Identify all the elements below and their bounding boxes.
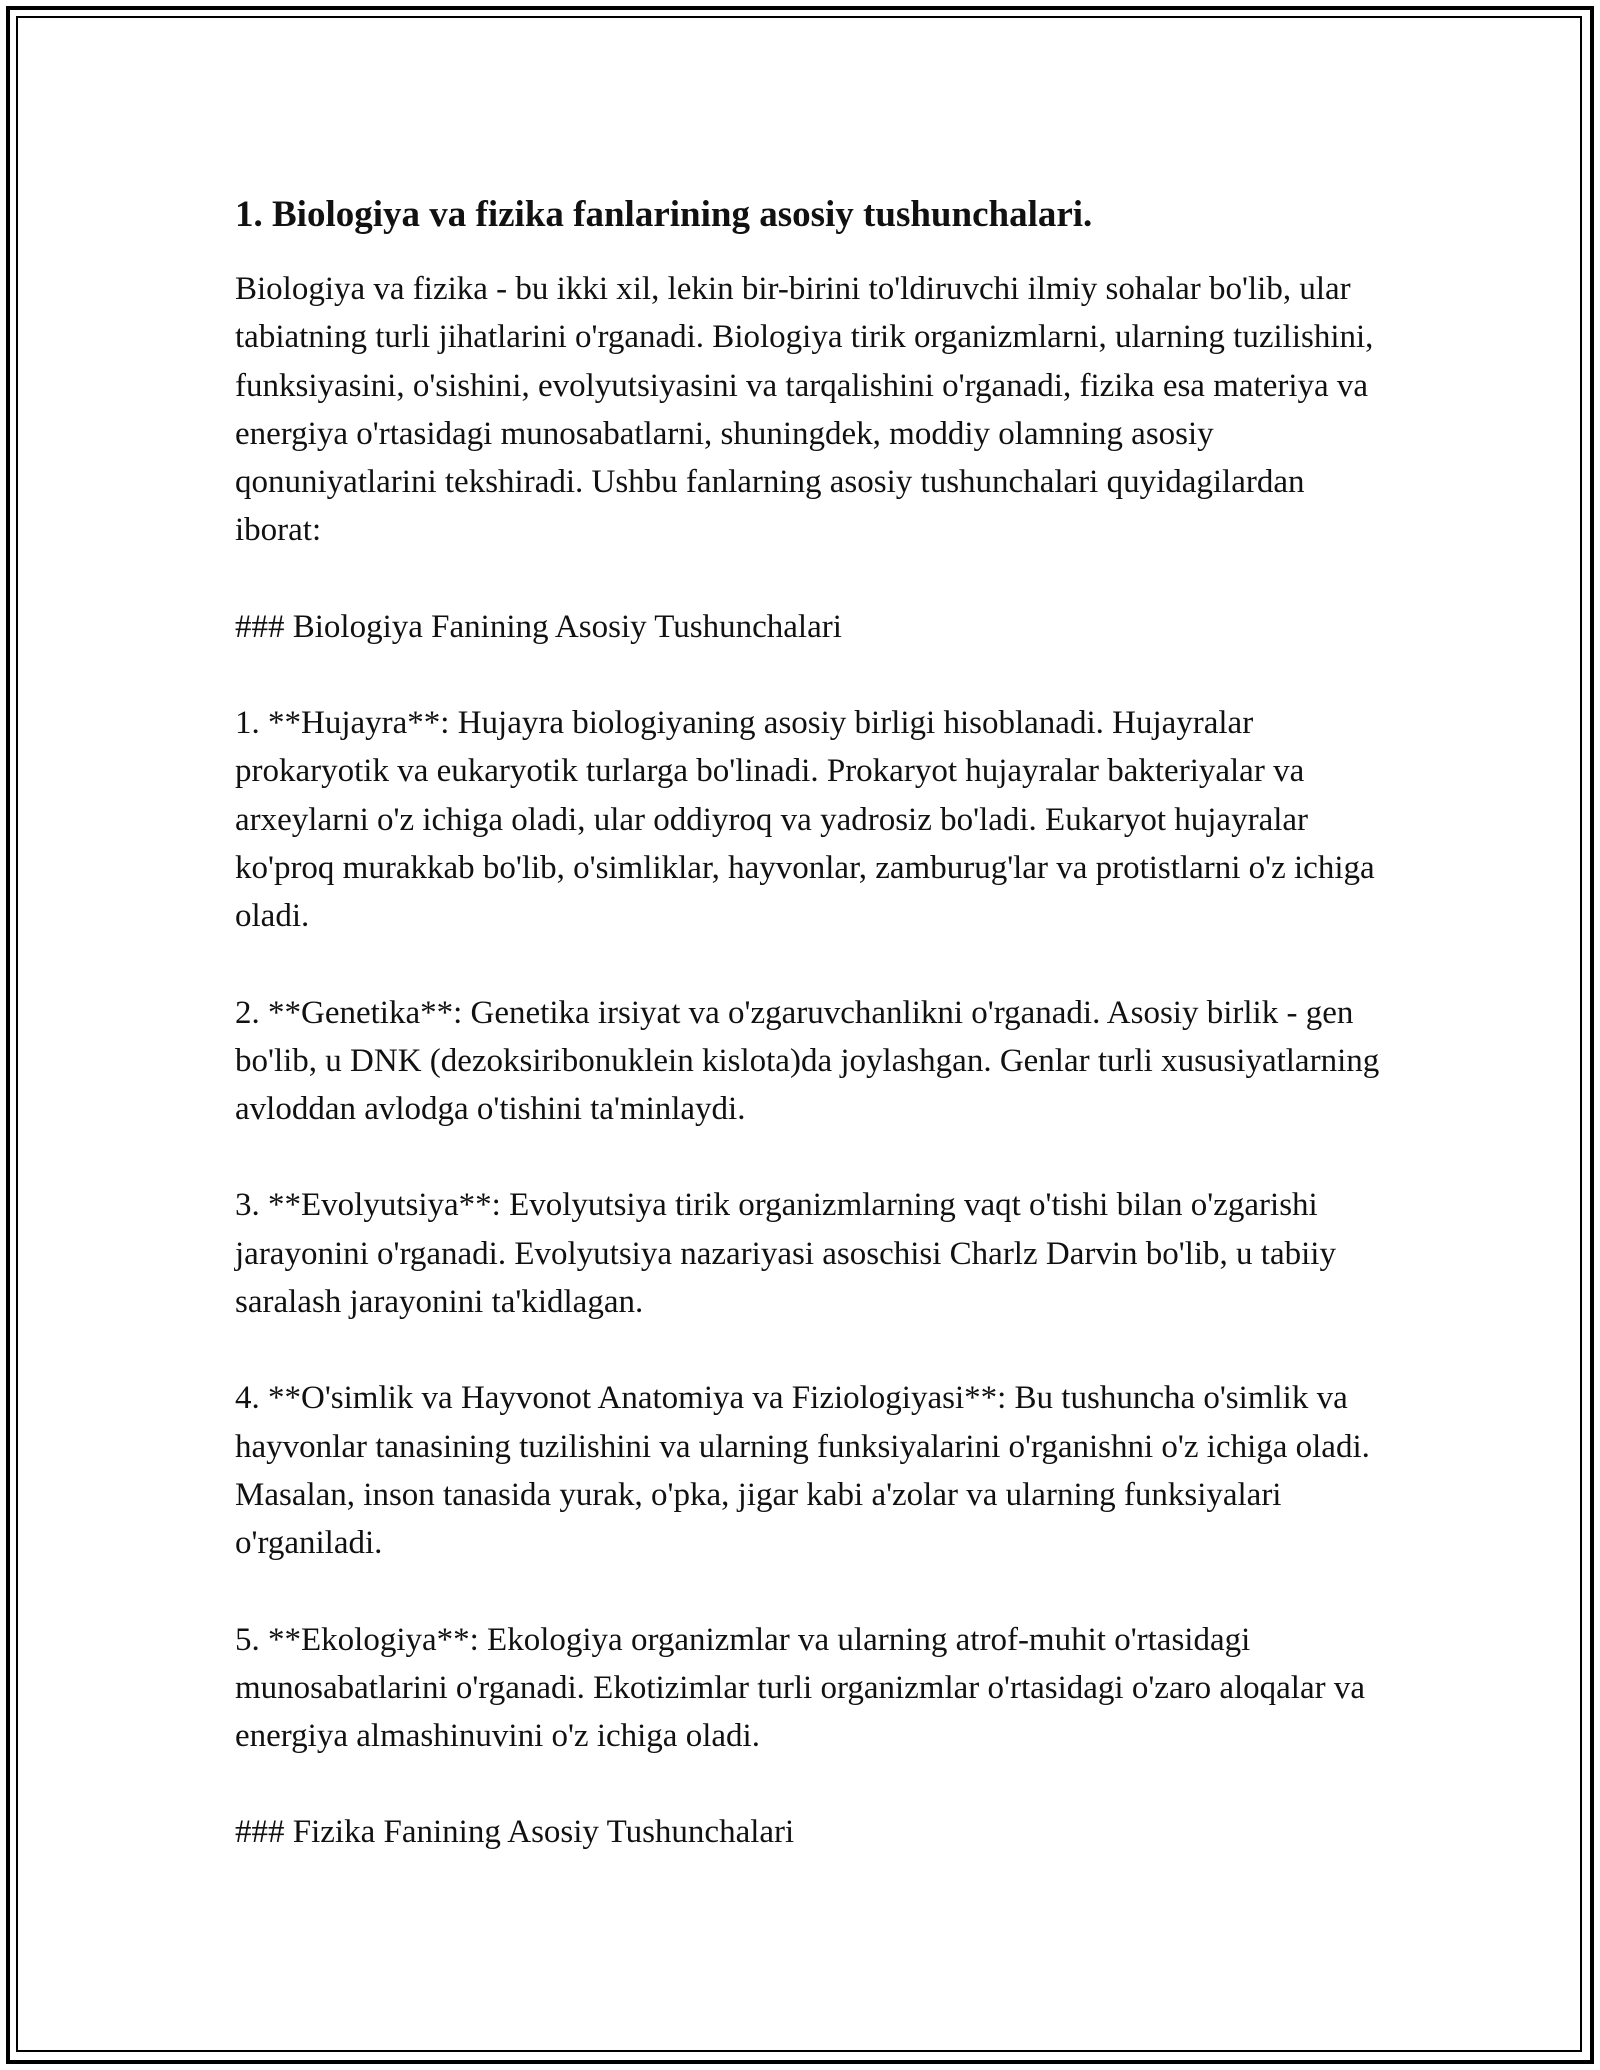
list-item-ecology: 5. **Ekologiya**: Ekologiya organizmlar va ularning atrof-muhit o'rtasidagi munosabatlarini o'rganadi. Ekotizimlar turli organizmlar o'rtasidagi o'zaro aloqalar va energiya almashinuvini o'z ichiga oladi.	[235, 1621, 1365, 1755]
list-item-genetics: 2. **Genetika**: Genetika irsiyat va o'zgaruvchanlikni o'rganadi. Asosiy birlik - gen bo'lib, u DNK (dezoksiribonuklein kislota)da joylashgan. Genlar turli xususiyatlarning avloddan avlodga o'tishini ta'minlaydi.	[235, 994, 1380, 1128]
list-item-evolution: 3. **Evolyutsiya**: Evolyutsiya tirik organizmlarning vaqt o'tishi bilan o'zgarishi jarayonini o'rganadi. Evolyutsiya nazariyasi asoschisi Charlz Darvin bo'lib, u tabiiy saralash jarayonini ta'kidlagan.	[235, 1187, 1336, 1321]
document-title: 1. Biologiya va fizika fanlarining asosiy tushunchalari.	[235, 194, 1093, 235]
section-heading-physics: ### Fizika Fanining Asosiy Tushunchalari	[235, 1814, 795, 1851]
list-item-anatomy: 4. **O'simlik va Hayvonot Anatomiya va Fiziologiyasi**: Bu tushuncha o'simlik va hayvonlar tanasining tuzilishini va ularning funksiyalarini o'rganishni o'z ichiga oladi. Masalan, inson tanasida yurak, o'pka, jigar kabi a'zolar va ularning funksiyalari o'rganiladi.	[235, 1380, 1370, 1562]
document-body	[235, 186, 1385, 1905]
section-heading-biology: ### Biologiya Fanining Asosiy Tushunchalari	[235, 608, 842, 645]
intro-paragraph: Biologiya va fizika - bu ikki xil, lekin bir-birini to'ldiruvchi ilmiy sohalar bo'lib, ular tabiatning turli jihatlarini o'rganadi. Biologiya tirik organizmlarni, ularning tuzilishini, funksiyasini, o'sishini, evolyutsiyasini va tarqalishini o'rganadi, fizika esa materiya va energiya o'rtasidagi munosabatlarni, shuningdek, moddiy olamning asosiy qonuniyatlarini tekshiradi. Ushbu fanlarning asosiy tushunchalari quyidagilardan iborat:	[235, 271, 1374, 549]
list-item-cell: 1. **Hujayra**: Hujayra biologiyaning asosiy birligi hisoblanadi. Hujayralar prokaryotik va eukaryotik turlarga bo'linadi. Prokaryot hujayralar bakteriyalar va arxeylarni o'z ichiga oladi, ular oddiyroq va yadrosiz bo'ladi. Eukaryot hujayralar ko'proq murakkab bo'lib, o'simliklar, hayvonlar, zamburug'lar va protistlarni o'z ichiga oladi.	[235, 705, 1375, 935]
